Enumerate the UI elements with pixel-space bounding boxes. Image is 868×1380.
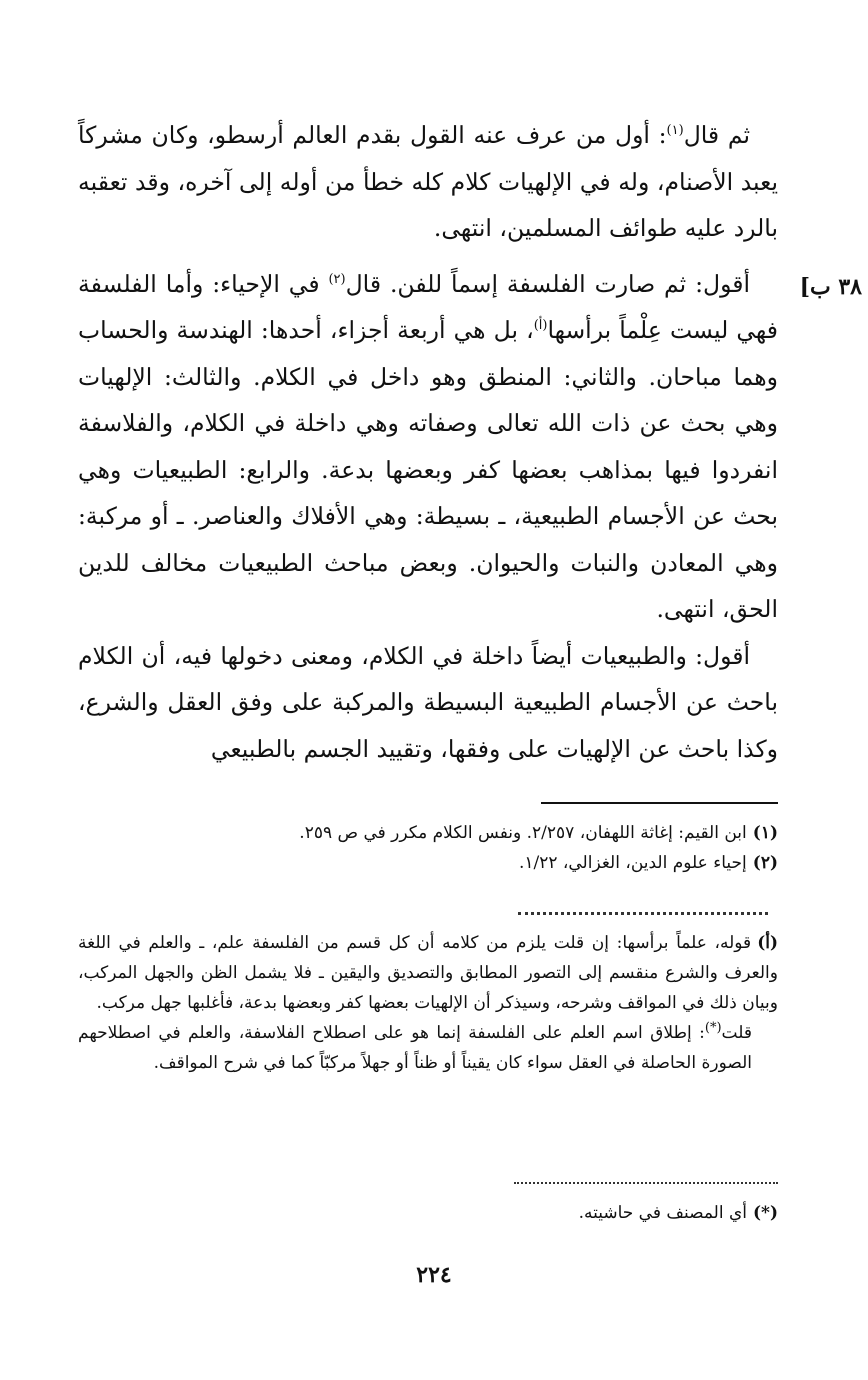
commentary-a	[78, 928, 778, 1018]
manuscript-folio-marker: ٣٨ ب]	[799, 274, 862, 300]
star-note-number: (*)	[753, 1203, 778, 1223]
paragraph-1	[78, 112, 778, 252]
footnote-ref-1[interactable]: (١)	[666, 123, 684, 139]
footnote-2	[78, 848, 778, 878]
footnotes-list	[78, 818, 778, 878]
paragraph-2	[78, 261, 778, 633]
main-text-body	[78, 112, 778, 772]
footnote-text: ابن القيم: إغاثة اللهفان، ٢/٢٥٧. ونفس الكلام مكرر في ص ٢٥٩.	[299, 823, 747, 843]
commentary-a-reply	[78, 1018, 778, 1078]
commentary-number: (أ)	[757, 933, 778, 953]
p2-text-b: في الإحياء: وأما الفلسفة فهي ليست عِلْماً برأسها	[78, 269, 778, 344]
footnote-text: إحياء علوم الدين، الغزالي، ١/٢٢.	[518, 853, 747, 873]
commentary-dotted-separator	[518, 912, 768, 915]
star-note-text: أي المصنف في حاشيته.	[578, 1203, 748, 1223]
p1-text-b: : أول من عرف عنه القول بقدم العالم أرسطو، وكان مشركاً يعبد الأصنام، وله في الإلهيات كلام كله خطأ من أوله إلى آخره، وقد تعقبه بالرد عليه طوائف المسلمين، انتهى.	[78, 121, 778, 242]
p2-text-a: أقول: ثم صارت الفلسفة إسماً للفن. قال	[345, 269, 750, 298]
footnote-number: (٢)	[752, 853, 778, 873]
commentary-ref-a[interactable]: (أ)	[533, 318, 548, 334]
p3-text: أقول: والطبيعيات أيضاً داخلة في الكلام، ومعنى دخولها فيه، أن الكلام باحث عن الأجسام الطبيعية البسيطة والمركبة على وفق العقل والشرع، وكذا باحث عن الإلهيات على وفقها، وتقييد الجسم بالطبيعي	[78, 641, 778, 763]
p2-text-c: ، بل هي أربعة أجزاء، أحدها: الهندسة والحساب وهما مباحان. والثاني: المنطق وهو داخل في الكلام. والثالث: الإلهيات وهي بحث عن ذات الله تعالى وصفاته وهي داخلة في الكلام، والفلاسفة انفردوا فيها بمذاهب بعضها كفر وبعضها بدعة. والرابع: الطبيعيات وهي بحث عن الأجسام الطبيعية، ـ بسيطة: وهي الأفلاك والعناصر. ـ أو مركبة: وهي المعادن والنبات والحيوان. وبعض مباحث الطبيعيات مخالف للدين الحق، انتهى.	[78, 316, 778, 623]
footnote-separator-rule	[541, 802, 778, 804]
paragraph-3	[78, 633, 778, 773]
reply-text-b: : إطلاق اسم العلم على الفلسفة إنما هو على اصطلاح الفلاسفة، والعلم في اصطلاحهم الصورة الحاصلة في العقل سواء كان يقيناً أو ظناً أو جهلاً مركبّاً كما في شرح المواقف.	[78, 1023, 752, 1073]
commentary-a-text: قوله، علماً برأسها: إن قلت يلزم من كلامه أن كل قسم من الفلسفة علم، ـ والعلم في اللغة والعرف والشرع منقسم إلى التصور المطابق والتصديق واليقين ـ فلا يشمل الظن والجهل المركب، وبيان ذلك في المواقف وشرحه، وسيذكر أن الإلهيات بعضها كفر وبعضها بدعة، فأغلبها جهل مركب.	[78, 933, 778, 1013]
page-number: ٢٢٤	[416, 1262, 452, 1288]
footnote-number: (١)	[752, 823, 778, 843]
star-ref[interactable]: (*)	[704, 1020, 722, 1036]
star-note	[78, 1198, 778, 1228]
footnote-ref-2[interactable]: (٢)	[328, 271, 346, 287]
commentary-notes	[78, 928, 778, 1078]
footnote-1	[78, 818, 778, 848]
p1-text-a: ثم قال	[683, 121, 751, 149]
star-note-dotted-separator	[514, 1182, 778, 1184]
reply-text-a: قلت	[721, 1023, 752, 1043]
